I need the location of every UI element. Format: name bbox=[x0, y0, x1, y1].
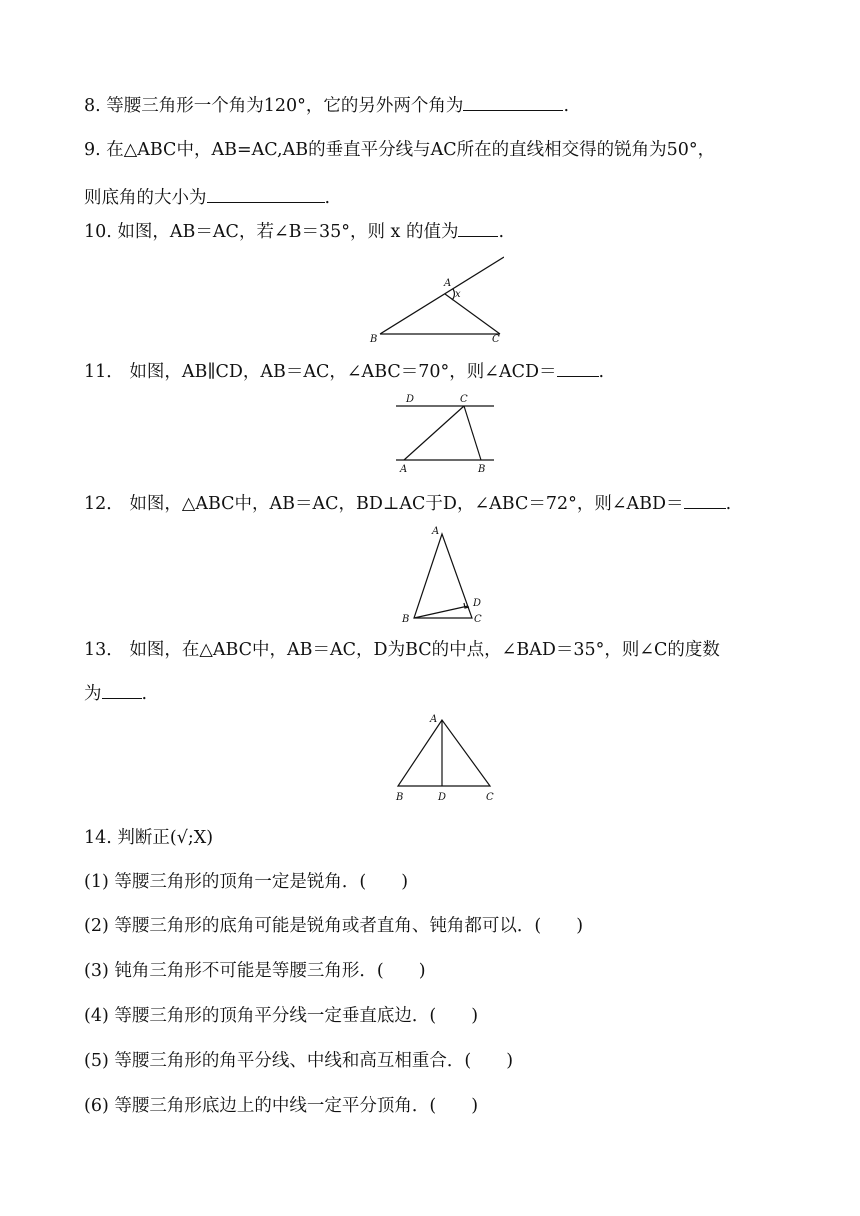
vertex-label-a: A bbox=[432, 526, 440, 537]
question-text: 如图，△ABC中，AB＝AC，BD⊥AC于D，∠ABC＝72°，则∠ABD＝ bbox=[129, 494, 684, 514]
question-text: 在△ABC中，AB=AC,AB的垂直平分线与AC所在的直线相交得的锐角为50°， bbox=[106, 140, 716, 160]
judgement-item-2 bbox=[84, 914, 583, 938]
question-11: 11． 如图，AB∥CD，AB＝AC，∠ABC＝70°，则∠ACD＝ . bbox=[84, 358, 604, 384]
triangle-abc bbox=[398, 720, 490, 786]
item-number: (1) bbox=[84, 872, 109, 892]
question-number: 9. bbox=[84, 140, 101, 160]
answer-blank[interactable] bbox=[684, 490, 726, 509]
vertex-label-c: C bbox=[474, 614, 482, 624]
judgement-item-3 bbox=[84, 959, 426, 983]
question-8: 8. 等腰三角形一个角为120°，它的另外两个角为 . bbox=[84, 92, 569, 118]
question-10: 10. 如图，AB＝AC，若∠B＝35°，则 x 的值为 . bbox=[84, 218, 504, 244]
vertex-label-b: B bbox=[396, 792, 404, 803]
item-number: (4) bbox=[84, 1006, 109, 1026]
segment-cb bbox=[464, 406, 481, 460]
figure-11 bbox=[390, 390, 500, 476]
question-12: 12． 如图，△ABC中，AB＝AC，BD⊥AC于D，∠ABC＝72°，则∠ABD＝ . bbox=[84, 490, 731, 516]
question-text: 则底角的大小为 bbox=[84, 188, 207, 208]
question-number: 8. bbox=[84, 96, 101, 116]
vertex-label-c: C bbox=[460, 394, 468, 405]
figure-13 bbox=[388, 710, 500, 806]
vertex-label-a: A bbox=[444, 278, 452, 289]
figure-10 bbox=[364, 254, 504, 344]
angle-label-x: x bbox=[455, 289, 461, 300]
item-text: 钝角三角形不可能是等腰三角形．( ) bbox=[114, 961, 426, 981]
question-text: 如图，在△ABC中，AB＝AC，D为BC的中点，∠BAD＝35°，则∠C的度数 bbox=[129, 640, 720, 660]
item-number: (2) bbox=[84, 916, 109, 936]
question-14 bbox=[84, 826, 213, 850]
vertex-label-d: D bbox=[438, 792, 447, 803]
vertex-label-c: C bbox=[486, 792, 494, 803]
item-text: 等腰三角形底边上的中线一定平分顶角．( ) bbox=[114, 1096, 479, 1116]
figure-12 bbox=[398, 524, 494, 624]
item-text: 等腰三角形的顶角一定是锐角．( ) bbox=[114, 872, 409, 892]
judgement-item-1 bbox=[84, 870, 408, 894]
vertex-label-a: A bbox=[430, 714, 438, 725]
vertex-label-a: A bbox=[400, 464, 408, 475]
question-text: 为 bbox=[84, 684, 102, 704]
question-text: 等腰三角形一个角为120°，它的另外两个角为 bbox=[106, 96, 464, 116]
question-number: 12． bbox=[84, 494, 124, 514]
vertex-label-d: D bbox=[473, 598, 482, 609]
answer-blank[interactable] bbox=[557, 358, 599, 377]
item-text: 等腰三角形的角平分线、中线和高互相重合．( ) bbox=[114, 1051, 514, 1071]
line-ba-extended bbox=[380, 257, 504, 334]
question-number: 10. bbox=[84, 222, 112, 242]
question-number: 11． bbox=[84, 362, 124, 382]
item-number: (6) bbox=[84, 1096, 109, 1116]
answer-blank[interactable] bbox=[463, 92, 563, 111]
vertex-label-c-visible: C bbox=[492, 334, 500, 344]
judgement-item-5 bbox=[84, 1049, 513, 1073]
triangle-abc bbox=[414, 534, 472, 618]
question-13 bbox=[84, 638, 720, 662]
judgement-item-6 bbox=[84, 1094, 478, 1118]
vertex-label-d: D bbox=[406, 394, 415, 405]
answer-blank[interactable] bbox=[458, 218, 498, 237]
question-text: 如图，AB＝AC，若∠B＝35°，则 x 的值为 bbox=[117, 222, 459, 242]
item-text: 等腰三角形的底角可能是锐角或者直角、钝角都可以．( ) bbox=[114, 916, 584, 936]
segment-bd bbox=[414, 606, 468, 618]
question-13-line-2: 为 . bbox=[84, 680, 147, 706]
vertex-label-b: B bbox=[402, 614, 410, 624]
segment-ac bbox=[404, 406, 464, 460]
segment-ac bbox=[445, 294, 500, 334]
question-number: 13． bbox=[84, 640, 124, 660]
question-9-line-2: 则底角的大小为 . bbox=[84, 184, 330, 210]
item-text: 等腰三角形的顶角平分线一定垂直底边．( ) bbox=[114, 1006, 479, 1026]
item-number: (5) bbox=[84, 1051, 109, 1071]
question-text: 判断正(√;X) bbox=[117, 828, 214, 848]
judgement-item-4 bbox=[84, 1004, 478, 1028]
question-text: 如图，AB∥CD，AB＝AC，∠ABC＝70°，则∠ACD＝ bbox=[129, 362, 557, 382]
vertex-label-b: B bbox=[478, 464, 486, 475]
vertex-label-b: B bbox=[370, 334, 378, 344]
item-number: (3) bbox=[84, 961, 109, 981]
answer-blank[interactable] bbox=[102, 680, 142, 699]
question-number: 14. bbox=[84, 828, 112, 848]
answer-blank[interactable] bbox=[207, 184, 325, 203]
question-9 bbox=[84, 138, 715, 162]
